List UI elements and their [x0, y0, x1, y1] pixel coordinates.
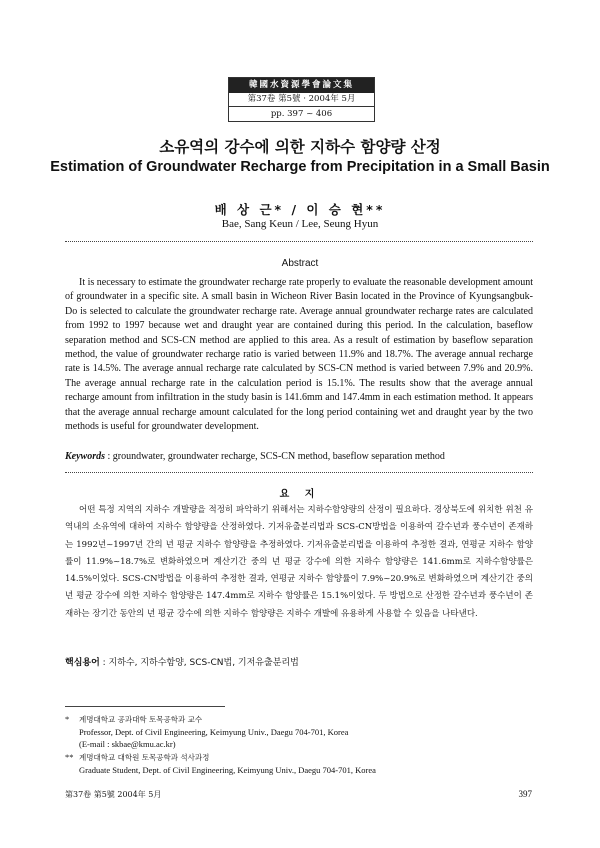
- korean-keywords-label: 핵심용어: [65, 658, 100, 668]
- footnote-1-email: (E-mail : skbae@kmu.ac.kr): [79, 739, 176, 750]
- korean-abstract-text: 어떤 특정 지역의 지하수 개발량을 적정히 파악하기 위해서는 지하수함양량의 산정이 필요하다. 경상북도에 위치한 위천 유역내의 소유역에 대하여 지하수 함양량을 산정하였다. 기저유출분리법과 SCS-CN방법을 이용하여 갈수년과 풍수년이 존재하는 1992년~1997년 간의 년 평균 지하수 함양량을 추정하였다. 기저유출분리법을 이용하여 추정한 결과, 연평균 지하수 함양률이 11.9%~18.7%로 변화하였으며 계산기간 중의 년 평균 강수에 의한 지하수 함양량은 141.6mm로 지하수함양률은 14.5%이었다. SCS-CN방법을 이용하여 추정한 결과, 연평균 지하수 함양률이 7.9%~20.9%로 변화하였으며 계산기간 중의 년 평균 강수에 의한 지하수 함양량은 147.4mm로 지하수 함양률은 15.1%이었다. 두 방법으로 산정한 갈수년과 풍수년이 존재하는 장기간 동안의 년 평균 강수에 의한 지하수 함양량은 지하수 개발에 유용하게 사용할 수 있음을 나타낸다.: [65, 505, 533, 619]
- footnotes: [65, 713, 533, 776]
- title-english: Estimation of Groundwater Recharge from Precipitation in a Small Basin: [50, 159, 550, 175]
- footnote-1-ko-text: 계명대학교 공과대학 토목공학과 교수: [79, 715, 203, 724]
- footnote-2-ko-text: 계명대학교 대학원 토목공학과 석사과정: [79, 752, 210, 762]
- journal-info-box: [228, 77, 375, 122]
- footer-journal-issue: 第37卷 第5號 2004年 5月: [65, 790, 162, 799]
- footnote-2-en: Graduate Student, Dept. of Civil Engineering, Keimyung Univ., Daegu 704-701, Korea: [79, 764, 376, 775]
- authors-korean: 배 상 근* / 이 승 현**: [214, 202, 386, 217]
- abstract-keywords: [65, 451, 533, 462]
- footnote-rule: [65, 706, 225, 707]
- korean-keywords-text: : 지하수, 지하수함양, SCS-CN법, 기저유출분리법: [99, 658, 299, 668]
- journal-pages: pp. 397 ~ 406: [270, 109, 333, 119]
- keywords-text: : groundwater, groundwater recharge, SCS-CN method, baseflow separation method: [105, 451, 445, 462]
- keywords-label: Keywords: [65, 451, 105, 462]
- footnote-1-mark: *: [65, 714, 70, 724]
- abstract-heading: Abstract: [281, 258, 319, 269]
- authors-english: Bae, Sang Keun / Lee, Seung Hyun: [221, 218, 379, 230]
- footnote-2-ko: [65, 751, 533, 764]
- footnote-1-ko: [65, 713, 533, 726]
- divider-top: [65, 241, 533, 242]
- footnote-2-mark: **: [65, 751, 74, 762]
- journal-name: 韓國水資源學會論文集: [229, 78, 374, 93]
- korean-keywords: [65, 655, 533, 668]
- page-number: 397: [518, 789, 532, 799]
- korean-abstract-heading: 요 지: [279, 489, 321, 500]
- title-korean: 소유역의 강수에 의한 지하수 함양량 산정: [159, 138, 441, 156]
- footnote-1-en: Professor, Dept. of Civil Engineering, Keimyung Univ., Daegu 704-701, Korea: [79, 727, 349, 738]
- abstract-text: It is necessary to estimate the groundwater recharge rate properly to evaluate the reasonable development amount of groundwater in a specific site. A small basin in Wicheon River Basin located in the Province of Kyungsangbuk-Do is selected to calculate the groundwater recharge rate. Average annual groundwater recharge rates are calculated from 1992 to 1997 because wet and draught year are contained during this period. In the calculation, baseflow separation method and SCS-CN method are applied to this area. As a result of estimation by baseflow separation method, the value of groundwater recharge ratio is varied between 11.9% and 18.7%. The average annual recharge rate is 14.5%. The average annual recharge rate calculated by SCS-CN method is varied between 7.9% and 20.9%. The average annual recharge rate in the calculation period is 15.1%. The results show that the average annual recharge amount from infiltration in the study basin is 141.6mm and 147.4mm in each estimation method. It appears that the average annual recharge amount calculated for the long period containing wet and draught year by the two methods is useful for groundwater development.: [65, 277, 533, 433]
- divider-middle: [65, 472, 533, 473]
- korean-abstract-body: [65, 502, 533, 623]
- journal-volume: 第37卷 第5號 · 2004年 5月: [229, 93, 374, 107]
- abstract-body: [65, 276, 533, 434]
